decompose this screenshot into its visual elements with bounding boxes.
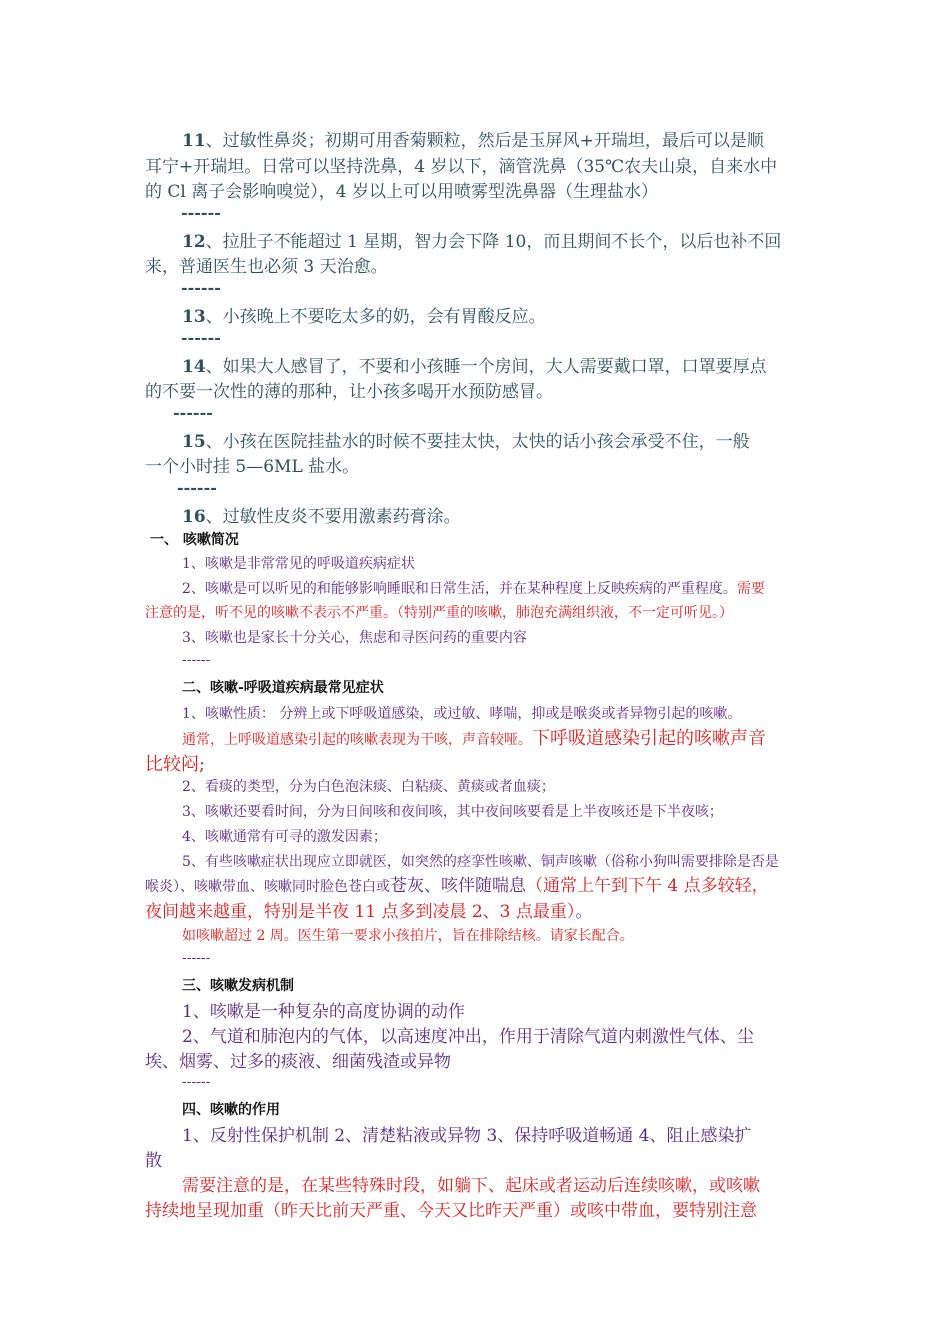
section-3-point-2-line-1: 2、气道和肺泡内的气体，以高速度冲出，作用于清除气道内刺激性气体、尘 bbox=[182, 1027, 754, 1047]
item-number: 12 bbox=[182, 232, 206, 252]
item-12-line-1 bbox=[182, 227, 781, 252]
separator: ------ bbox=[181, 328, 221, 347]
section-3-point-2-line-2: 埃、烟雾、过多的痰液、细菌残渣或异物 bbox=[145, 1052, 451, 1072]
section-4-note-line-2: 持续地呈现加重（昨天比前天严重、今天又比昨天严重）或咳中带血，要特别注意 bbox=[145, 1201, 757, 1221]
section-2-point-1-line-2 bbox=[182, 724, 766, 750]
item-13-line-1 bbox=[182, 302, 546, 327]
section-2-point-5-line-1: 5、有些咳嗽症状出现应立即就医，如突然的痉挛性咳嗽、铜声咳嗽（俗称小狗叫需要排除是否是 bbox=[182, 854, 779, 870]
section-4-note-line-1: 需要注意的是，在某些特殊时段，如躺下、起床或者运动后连续咳嗽，或咳嗽 bbox=[182, 1176, 760, 1196]
section-1-point-2-line-2: 注意的是，听不见的咳嗽不表示不严重。（特别严重的咳嗽，肺泡充满组织液，不一定可听见。） bbox=[145, 605, 733, 621]
section-1-point-2-line-1 bbox=[182, 578, 765, 598]
item-text: 、如果大人感冒了，不要和小孩睡一个房间，大人需要戴口罩，口罩要厚点 bbox=[205, 357, 767, 377]
item-11-line-2: 耳宁+开瑞坦。日常可以坚持洗鼻，4 岁以下，滴管洗鼻（35℃农夫山泉，自来水中 bbox=[145, 157, 778, 177]
item-text: 、小孩晚上不要吃太多的奶，会有胃酸反应。 bbox=[205, 307, 546, 327]
text-small: 通常，上呼吸道感染引起的咳嗽表现为干咳，声音较哑。 bbox=[182, 732, 532, 748]
separator: ------ bbox=[182, 950, 211, 966]
item-number: 15 bbox=[182, 432, 206, 452]
section-1-heading: 一、 咳嗽简况 bbox=[150, 532, 239, 548]
item-11-line-3: 的 Cl 离子会影响嗅觉），4 岁以上可以用喷雾型洗鼻器（生理盐水） bbox=[145, 182, 658, 202]
separator: ------ bbox=[181, 278, 221, 297]
section-2-point-4: 4、咳嗽通常有可寻的激发因素； bbox=[182, 829, 387, 845]
section-2-point-3: 3、咳嗽还要看时间，分为日间咳和夜间咳，其中夜间咳要看是上半夜咳还是下半夜咳； bbox=[182, 804, 723, 820]
item-15-line-1 bbox=[182, 427, 750, 452]
item-number: 13 bbox=[182, 307, 206, 327]
item-number: 14 bbox=[182, 357, 206, 377]
separator: ------ bbox=[177, 478, 217, 497]
section-2-point-2: 2、看痰的类型，分为白色泡沫痰、白粘痰、黄痰或者血痰； bbox=[182, 779, 555, 795]
separator: ------ bbox=[182, 652, 211, 668]
separator: ------ bbox=[182, 1074, 211, 1090]
item-number: 11 bbox=[182, 131, 206, 151]
separator: ------ bbox=[173, 403, 213, 422]
text-large: 下呼吸道感染引起的咳嗽声音 bbox=[532, 728, 766, 749]
item-11-line-1 bbox=[182, 126, 764, 151]
section-2-heading: 二、咳嗽-呼吸道疾病最常见症状 bbox=[182, 680, 384, 696]
section-2-point-1: 1、咳嗽性质： 分辨上或下呼吸道感染，或过敏、哮喘，抑或是喉炎或者异物引起的咳嗽。 bbox=[182, 706, 742, 722]
item-12-line-2: 来，普通医生也必须 3 天治愈。 bbox=[145, 257, 388, 277]
section-2-point-1-line-3: 比较闷; bbox=[145, 754, 206, 775]
text-purple: 2、咳嗽是可以听见的和能够影响睡眠和日常生活，并在某种程度上反映疾病的严重程度。 bbox=[182, 581, 737, 597]
item-number: 16 bbox=[182, 507, 206, 527]
text-red: （通常上午到下午 4 点多较轻， bbox=[526, 876, 769, 896]
section-3-point-1: 1、咳嗽是一种复杂的高度协调的动作 bbox=[182, 1002, 465, 1022]
text-small: 喉炎）、咳嗽带血、咳嗽同时脸色苍白或 bbox=[145, 879, 390, 895]
section-2-note: 如咳嗽超过 2 周。医生第一要求小孩拍片，旨在排除结核。请家长配合。 bbox=[182, 928, 634, 944]
item-14-line-1 bbox=[182, 352, 767, 377]
separator: ------ bbox=[181, 203, 221, 222]
text-end: 。 bbox=[575, 902, 593, 922]
item-text: 、过敏性鼻炎；初期可用香菊颗粒，然后是玉屏风+开瑞坦，最后可以是顺 bbox=[205, 131, 764, 151]
text-red: 需要 bbox=[736, 581, 765, 597]
section-2-point-5-line-2 bbox=[145, 871, 769, 896]
section-1-point-1: 1、咳嗽是非常常见的呼吸道疾病症状 bbox=[182, 556, 415, 572]
section-4-point-1-line-1: 1、反射性保护机制 2、清楚粘液或异物 3、保持呼吸道畅通 4、阻止感染扩 bbox=[182, 1126, 752, 1146]
item-15-line-2: 一个小时挂 5—6ML 盐水。 bbox=[145, 457, 360, 477]
text-red: 夜间越来越重，特别是半夜 11 点多到凌晨 2、3 点最重） bbox=[145, 902, 576, 922]
section-3-heading: 三、咳嗽发病机制 bbox=[182, 978, 294, 994]
item-text: 、过敏性皮炎不要用激素药膏涂。 bbox=[205, 507, 461, 527]
text-mid: 苍灰、咳伴随喘息 bbox=[390, 876, 526, 896]
section-2-point-5-line-3 bbox=[145, 897, 592, 922]
item-16-line-1 bbox=[182, 502, 461, 527]
section-4-point-1-line-2: 散 bbox=[145, 1151, 162, 1171]
section-1-point-3: 3、咳嗽也是家长十分关心，焦虑和寻医问药的重要内容 bbox=[182, 630, 527, 646]
item-text: 、拉肚子不能超过 1 星期，智力会下降 10，而且期间不长个，以后也补不回 bbox=[205, 232, 782, 252]
section-4-heading: 四、咳嗽的作用 bbox=[182, 1102, 280, 1118]
item-14-line-2: 的不要一次性的薄的那种，让小孩多喝开水预防感冒。 bbox=[145, 382, 553, 402]
item-text: 、小孩在医院挂盐水的时候不要挂太快，太快的话小孩会承受不住，一般 bbox=[205, 432, 750, 452]
